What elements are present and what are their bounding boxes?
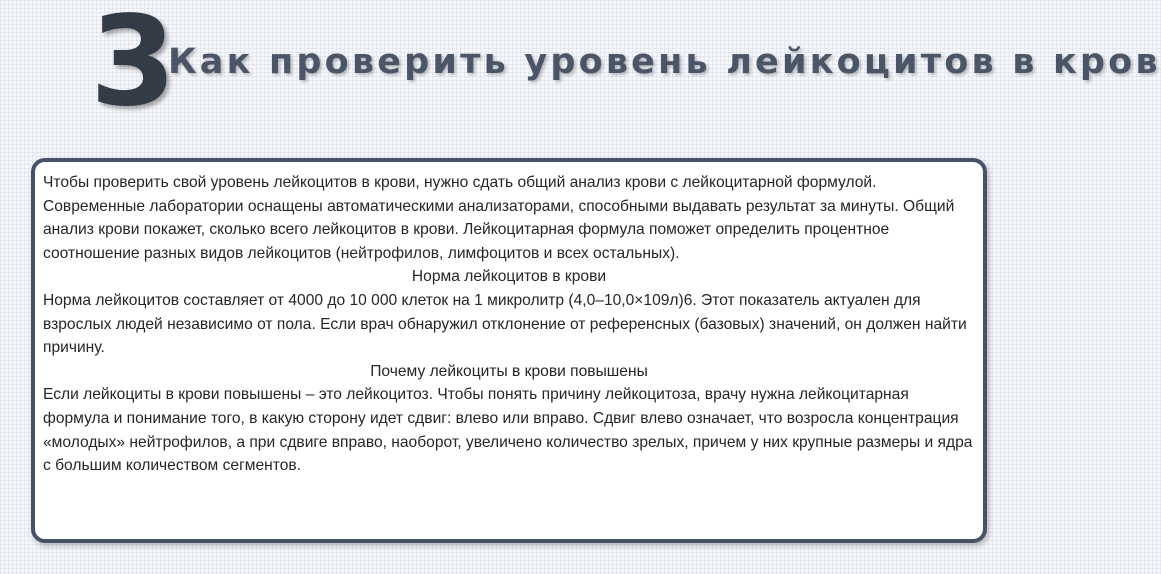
content-box xyxy=(31,158,987,543)
slide-number: 3 xyxy=(90,0,177,134)
elevated-paragraph: Если лейкоциты в крови повышены – это лейкоцитоз. Чтобы понять причину лейкоцитоза, врачу нужна лейкоцитарная формула и понимание того, в какую сторону идет сдвиг: влево или вправо. Сдвиг влево означает, что возросла концентрация «молодых» нейтрофилов, а при сдвиге вправо, наоборот, увеличено количество зрелых, причем у них крупные размеры и ядра с большим количеством сегментов. xyxy=(43,386,973,475)
slide-title: Как проверить уровень лейкоцитов в кров xyxy=(168,42,1161,82)
intro-paragraph: Чтобы проверить свой уровень лейкоцитов в крови, нужно сдать общий анализ крови с лейкоцитарной формулой. Современные лаборатории оснащены автоматическими анализаторами, способными выдавать результат за минуты. Общий анализ крови покажет, сколько всего лейкоцитов в крови. Лейкоцитарная формула поможет определить процентное соотношение разных видов лейкоцитов (нейтрофилов, лимфоцитов и всех остальных). xyxy=(43,174,955,262)
elevated-heading: Почему лейкоциты в крови повышены xyxy=(370,362,648,380)
norm-heading: Норма лейкоцитов в крови xyxy=(411,268,607,286)
norm-paragraph: Норма лейкоцитов составляет от 4000 до 10 000 клеток на 1 микролитр (4,0–10,0×109л)6. Этот показатель актуален для взрослых людей независимо от пола. Если врач обнаружил отклонение от референсных (базовых) значений, он должен найти причину. xyxy=(43,291,967,357)
